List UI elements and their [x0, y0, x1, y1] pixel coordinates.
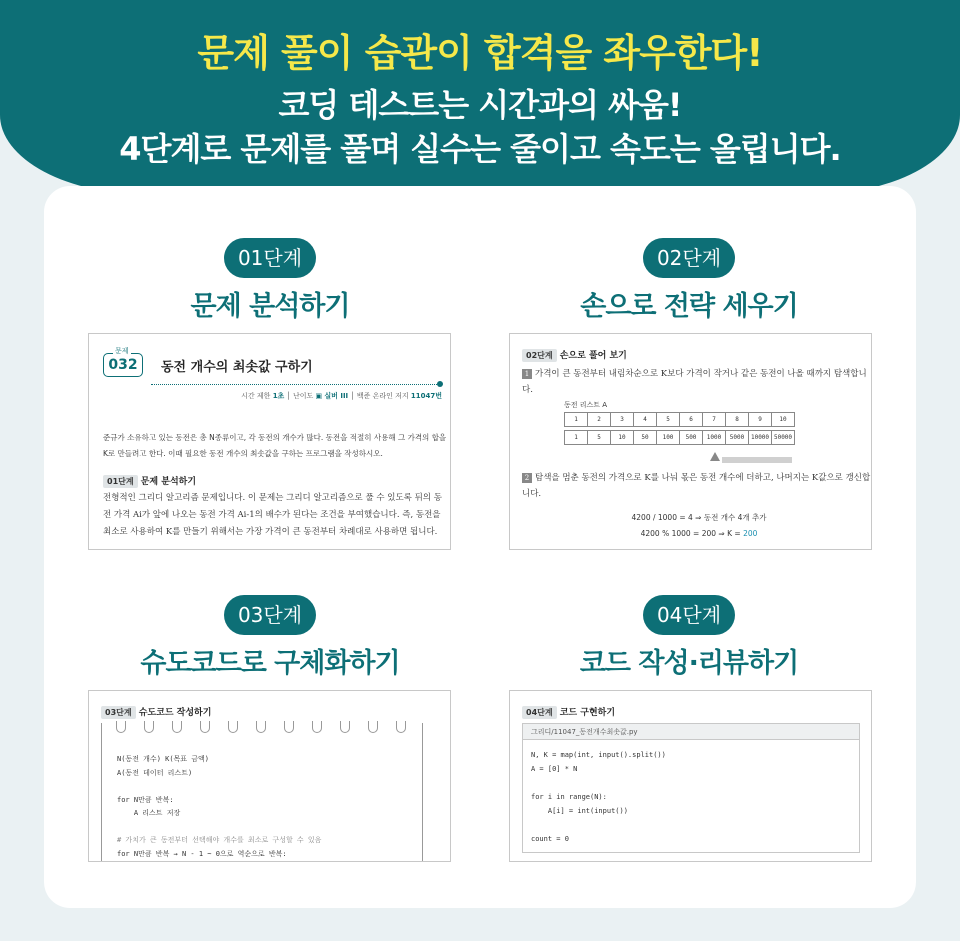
step-pill-01: 01단계	[224, 238, 316, 278]
code-line	[117, 780, 321, 794]
subheadline-2: 4단계로 문제를 풀며 실수는 줄이고 속도는 올립니다.	[119, 130, 841, 168]
notepad-ring	[284, 721, 294, 733]
code-editor	[522, 723, 860, 853]
headline: 문제 풀이 습관이 합격을 좌우한다!	[197, 31, 763, 75]
array-value-cell: 50000	[772, 431, 795, 445]
notepad-ring	[228, 721, 238, 733]
index-row	[564, 412, 795, 427]
header-banner	[0, 0, 960, 195]
divider-dot	[437, 381, 443, 387]
subheadline-1: 코딩 테스트는 시간과의 싸움!	[278, 86, 682, 124]
array-index-cell: 7	[703, 413, 726, 427]
array-index-cell: 2	[588, 413, 611, 427]
list-label: 동전 리스트 A	[564, 401, 608, 409]
card-step-03	[88, 690, 451, 862]
array-index-cell: 8	[726, 413, 749, 427]
card-subheading: 03단계 슈도코드 작성하기	[101, 705, 211, 719]
problem-title: 동전 개수의 최솟값 구하기	[161, 360, 313, 375]
code-line	[531, 818, 666, 832]
code-line: for N만큼 반복 → N - 1 ~ 0으로 역순으로 반복:	[117, 849, 287, 858]
array-index-cell: 5	[657, 413, 680, 427]
step-title-04: 코드 작성·리뷰하기	[579, 648, 799, 679]
code-line: A = [0] * N	[531, 765, 578, 773]
code-line	[117, 821, 321, 835]
array-value-cell: 5	[588, 431, 611, 445]
silver-badge-icon: ▣	[315, 392, 323, 400]
array-index-cell: 3	[611, 413, 634, 427]
card-subheading: 02단계 손으로 풀어 보기	[522, 348, 627, 362]
array-value-cell: 1000	[703, 431, 726, 445]
value-row	[564, 430, 795, 445]
code-line: A(동전 데이터 리스트)	[117, 768, 193, 777]
array-value-cell: 1	[565, 431, 588, 445]
notepad-ring	[340, 721, 350, 733]
source-code	[531, 748, 666, 846]
calc-line-1: 4200 / 1000 = 4 ⇒ 동전 개수 4개 추가	[631, 513, 767, 522]
code-line: N, K = map(int, input().split())	[531, 751, 666, 759]
step-title-02: 손으로 전략 세우기	[580, 291, 798, 322]
file-name: 그리디/11047_동전개수최솟값.py	[523, 724, 859, 740]
notepad-ring	[256, 721, 266, 733]
notepad-ring	[144, 721, 154, 733]
array-index-cell: 10	[772, 413, 795, 427]
code-line	[531, 776, 666, 790]
divider	[151, 384, 441, 385]
code-line: count = 0	[531, 835, 569, 843]
array-value-cell: 50	[634, 431, 657, 445]
card-step-02	[509, 333, 872, 550]
calc-line-2: 4200 % 1000 = 200 ⇒ K = 200	[640, 529, 758, 538]
up-arrow-icon	[710, 452, 720, 461]
code-line: A[i] = int(input())	[531, 807, 628, 815]
problem-meta: 시간 제한 1초 │ 난이도 ▣ 실버 III │ 백준 온라인 저지 11047번	[241, 392, 442, 400]
notepad-ring	[396, 721, 406, 733]
problem-label: 문제	[115, 347, 129, 355]
code-line: # 가치가 큰 동전부터 선택해야 개수를 최소로 구성할 수 있음	[117, 836, 322, 844]
step-pill-02: 02단계	[643, 238, 735, 278]
pseudocode	[117, 753, 321, 861]
code-line: N(동전 개수) K(목표 금액)	[117, 755, 210, 763]
step-text-1: 1 가격이 큰 동전부터 내림차순으로 K보다 가격이 작거나 같은 동전이 나올 때까지 탐색합니다.	[522, 369, 867, 395]
array-value-cell: 100	[657, 431, 680, 445]
notepad-ring	[172, 721, 182, 733]
array-value-cell: 10	[611, 431, 634, 445]
array-index-cell: 1	[565, 413, 588, 427]
array-value-cell: 500	[680, 431, 703, 445]
card-subheading: 01단계 문제 분석하기	[103, 474, 196, 488]
array-index-cell: 6	[680, 413, 703, 427]
notepad-ring	[200, 721, 210, 733]
array-value-cell: 5000	[726, 431, 749, 445]
notepad-ring	[312, 721, 322, 733]
code-line: for i in range(N):	[531, 793, 607, 801]
card-subheading: 04단계 코드 구현하기	[522, 705, 615, 719]
array-index-cell: 9	[749, 413, 772, 427]
notepad-ring	[368, 721, 378, 733]
code-line: for N만큼 반복:	[117, 795, 174, 804]
array-index-cell: 4	[634, 413, 657, 427]
arrow-stem	[722, 457, 792, 463]
problem-number: 032	[103, 353, 143, 377]
card-step-01	[88, 333, 451, 550]
problem-description: 준규가 소유하고 있는 동전은 총 N종류이고, 각 동전의 개수가 많다. 동전을 적절히 사용해 그 가격의 합을 K로 만들려고 한다. 이때 필요한 동전 개수의 최솟값을 구하는 프로그램을 작성하시오.	[103, 433, 447, 458]
step-title-03: 슈도코드로 구체화하기	[140, 648, 400, 679]
card-step-04	[509, 690, 872, 862]
step-pill-03: 03단계	[224, 595, 316, 635]
code-line: A 리스트 저장	[117, 809, 181, 817]
array-value-cell: 10000	[749, 431, 772, 445]
analysis-text: 전형적인 그리디 알고리즘 문제입니다. 이 문제는 그리디 알고리즘으로 풀 수 있도록 뒤의 동전 가격 Ai가 앞에 나오는 동전 가격 Ai-1의 배수가 된다는 조건을 부여했습니다. 즉, 동전을 최소로 사용하여 K를 만들기 위해서는 가장 가격이 큰 동전부터 차례대로 사용하면 됩니다.	[103, 493, 442, 537]
step-title-01: 문제 분석하기	[190, 291, 350, 322]
step-text-2: 2 탐색을 멈춘 동전의 가격으로 K를 나눠 몫은 동전 개수에 더하고, 나머지는 K값으로 갱신합니다.	[522, 473, 871, 499]
step-pill-04: 04단계	[643, 595, 735, 635]
notepad-ring	[116, 721, 126, 733]
